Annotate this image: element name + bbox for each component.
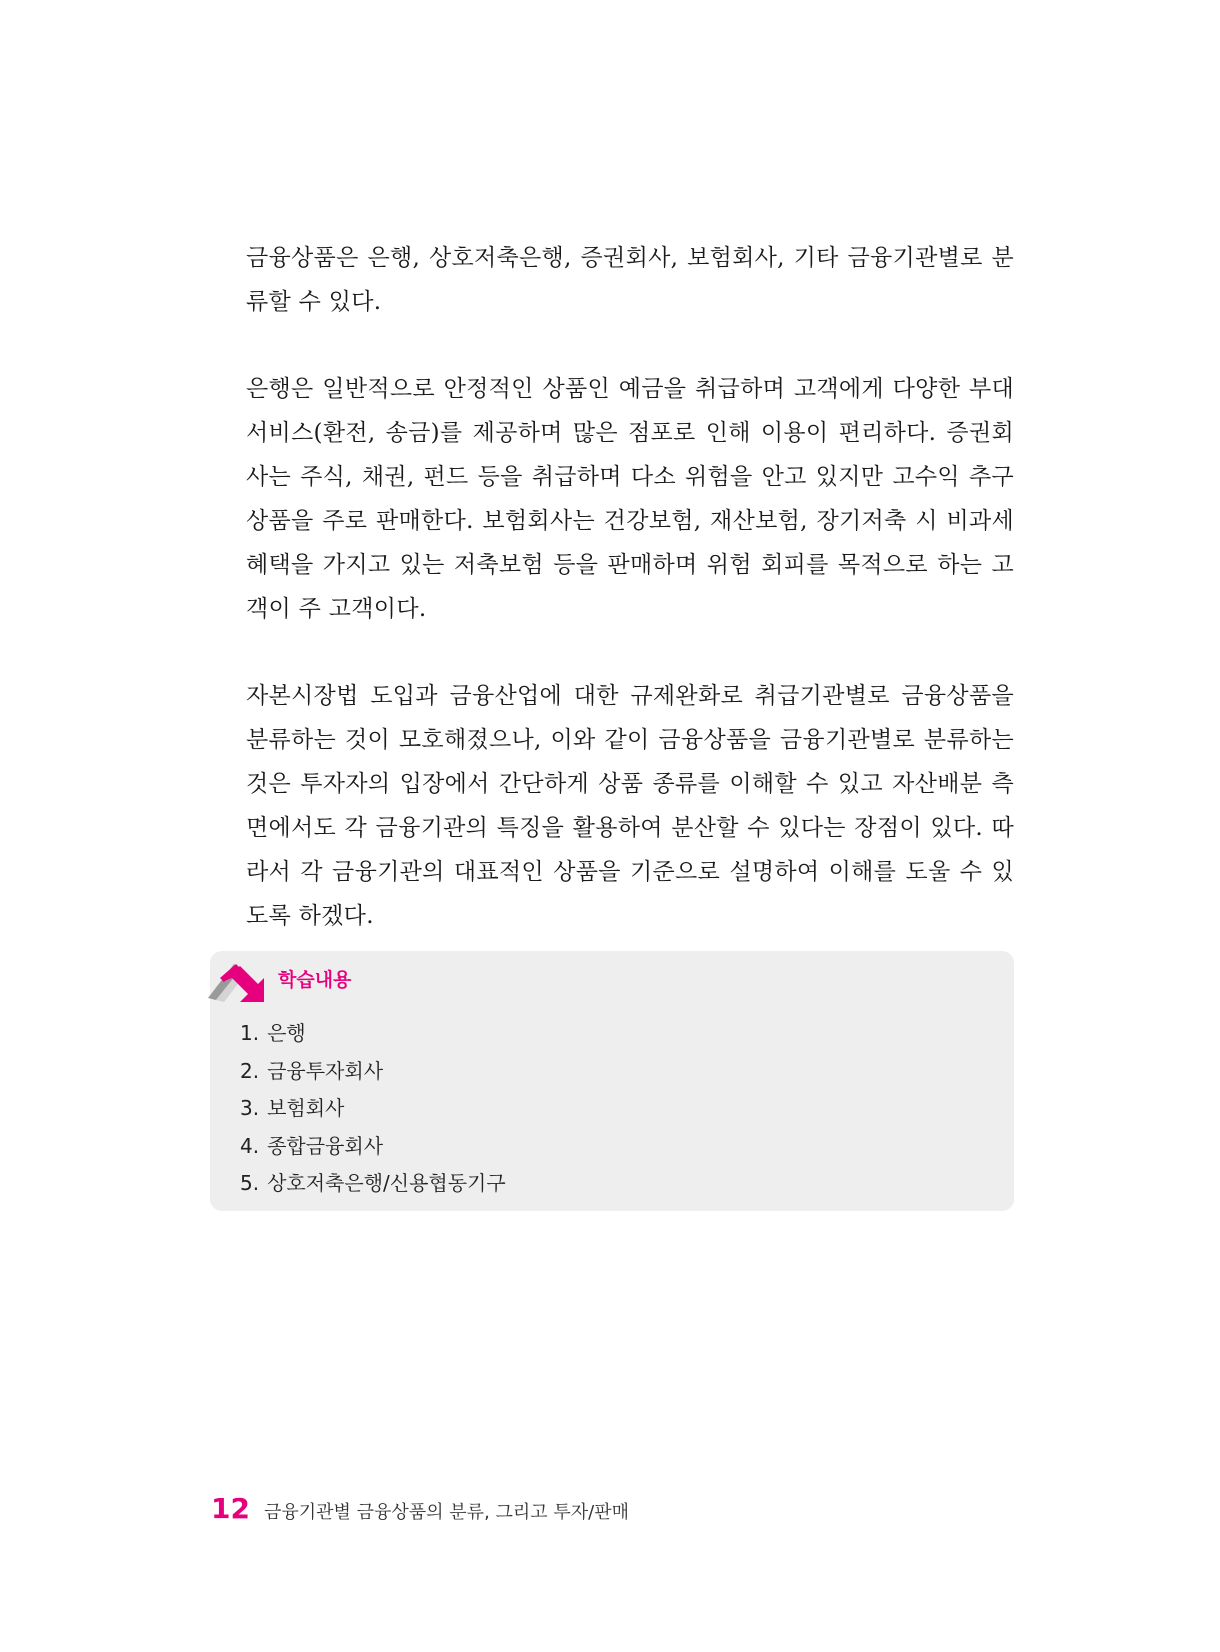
study-content-box — [210, 951, 1014, 1211]
pink-arrow-icon — [206, 954, 270, 1006]
list-item — [240, 1053, 506, 1091]
item-number: 4. — [240, 1133, 260, 1158]
study-list — [240, 1015, 506, 1203]
body-text — [246, 236, 1014, 981]
item-number: 1. — [240, 1021, 260, 1045]
item-label: 상호저축은행/신용협동기구 — [267, 1171, 506, 1195]
list-item — [240, 1128, 506, 1166]
item-number: 2. — [240, 1058, 260, 1083]
item-label: 금융투자회사 — [267, 1058, 384, 1083]
item-label: 은행 — [267, 1021, 306, 1045]
list-item — [240, 1015, 506, 1053]
item-number: 5. — [240, 1171, 260, 1195]
item-label: 종합금융회사 — [267, 1133, 384, 1158]
paragraph-3: 자본시장법 도입과 금융산업에 대한 규제완화로 취급기관별로 금융상품을 분류하는 것이 모호해졌으나, 이와 같이 금융상품을 금융기관별로 분류하는 것은 투자자의 입장에서 간단하게 상품 종류를 이해할 수 있고 자산배분 측면에서도 각 금융기관의 특징을 활용하여 분산할 수 있다는 장점이 있다. 따라서 각 금융기관의 대표적인 상품을 기준으로 설명하여 이해를 도울 수 있도록 하겠다. — [246, 683, 1014, 929]
paragraph-1: 금융상품은 은행, 상호저축은행, 증권회사, 보험회사, 기타 금융기관별로 분류할 수 있다. — [246, 245, 1014, 315]
page-number: 12 — [211, 1492, 250, 1525]
running-title: 금융기관별 금융상품의 분류, 그리고 투자/판매 — [263, 1502, 630, 1523]
list-item — [240, 1165, 506, 1203]
page-footer — [211, 1492, 629, 1525]
list-item — [240, 1090, 506, 1128]
item-label: 보험회사 — [267, 1096, 345, 1120]
study-title: 학습내용 — [278, 969, 352, 991]
item-number: 3. — [240, 1096, 260, 1120]
paragraph-2: 은행은 일반적으로 안정적인 상품인 예금을 취급하며 고객에게 다양한 부대 서비스(환전, 송금)를 제공하며 많은 점포로 인해 이용이 편리하다. 증권회사는 주식, 채권, 펀드 등을 취급하며 다소 위험을 안고 있지만 고수익 추구상품을 주로 판매한다. 보험회사는 건강보험, 재산보험, 장기저축 시 비과세 혜택을 가지고 있는 저축보험 등을 판매하며 위험 회피를 목적으로 하는 고객이 주 고객이다. — [246, 376, 1014, 622]
